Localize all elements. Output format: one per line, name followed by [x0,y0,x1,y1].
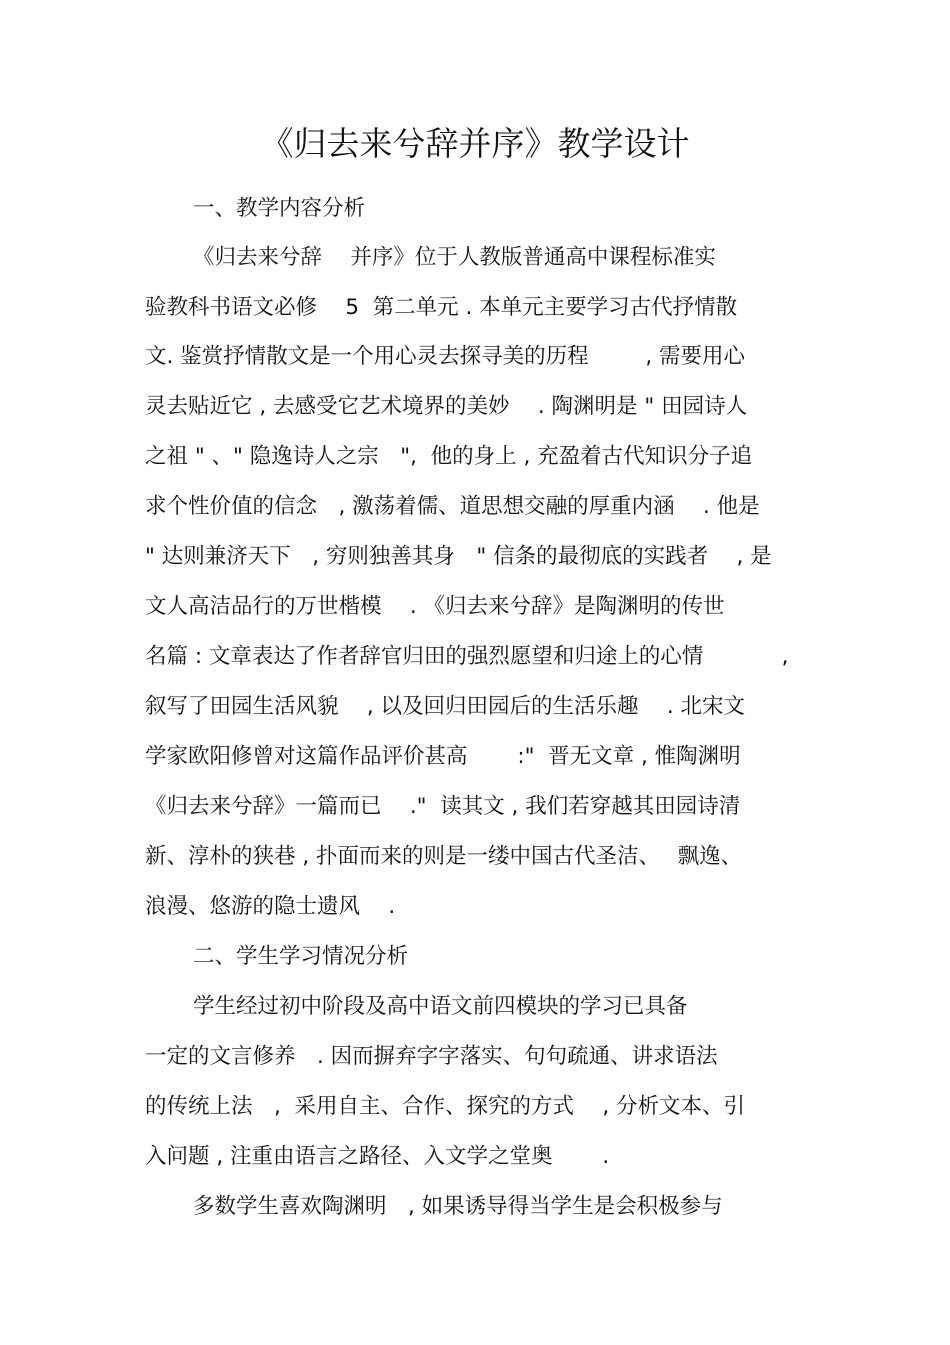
paragraph-line: 之祖 " 、" 隐逸诗人之宗 ", 他的身上 , 充盈着古代知识分子追 [145,444,753,469]
paragraph-line: 学家欧阳修曾对这篇作品评价甚高 :" 晋无文章 , 惟陶渊明 [145,744,741,769]
paragraph-line: 入问题 , 注重由语言之路径、入文学之堂奥 . [145,1144,610,1169]
paragraph-line: 学生经过初中阶段及高中语文前四模块的学习已具备 [193,994,688,1019]
paragraph-line: 文. 鉴赏抒情散文是一个用心灵去探寻美的历程 , 需要用心 [145,344,746,369]
paragraph-line: 求个性价值的信念 , 激荡着儒、道思想交融的厚重内涵 . 他是 [145,494,760,519]
section-heading-content-analysis: 一、教学内容分析 [193,196,366,221]
paragraph-line: 浪漫、悠游的隐士遗风 . [145,894,396,919]
paragraph-line: " 达则兼济天下 , 穷则独善其身 " 信条的最彻底的实践者 , 是 [145,544,772,569]
paragraph-line: 灵去贴近它 , 去感受它艺术境界的美妙 . 陶渊明是 " 田园诗人 [145,394,748,419]
paragraph-line: 《归去来兮辞》一篇而已 ." 读其文 , 我们若穿越其田园诗清 [145,794,741,819]
paragraph-line: 一定的文言修养 . 因而摒弃字字落实、句句疏通、讲求语法 [145,1044,718,1069]
paragraph-line: 新、淳朴的狭巷 , 扑面而来的则是一缕中国古代圣洁、 飘逸、 [145,844,743,869]
paragraph-line: 叙写了田园生活风貌 , 以及回归田园后的生活乐趣 . 北宋文 [145,694,746,719]
section-heading-student-analysis: 二、学生学习情况分析 [193,944,409,969]
paragraph-line: 的传统上法 , 采用自主、合作、探究的方式 , 分析文本、引 [145,1094,746,1119]
paragraph-line: 名篇 : 文章表达了作者辞官归田的强烈愿望和归途上的心情 , [145,644,789,669]
paragraph-line: 验教科书语文必修 5 第二单元 . 本单元主要学习古代抒情散 [145,295,738,320]
paragraph-line: 多数学生喜欢陶渊明 , 如果诱导得当学生是会积极参与 [193,1194,723,1219]
paragraph-line: 《归去来兮辞 并序》位于人教版普通高中课程标准实 [193,245,716,270]
paragraph-line: 文人高洁品行的万世楷模 . 《归去来兮辞》是陶渊明的传世 [145,594,725,619]
document-title: 《归去来兮辞并序》教学设计 [260,124,690,163]
